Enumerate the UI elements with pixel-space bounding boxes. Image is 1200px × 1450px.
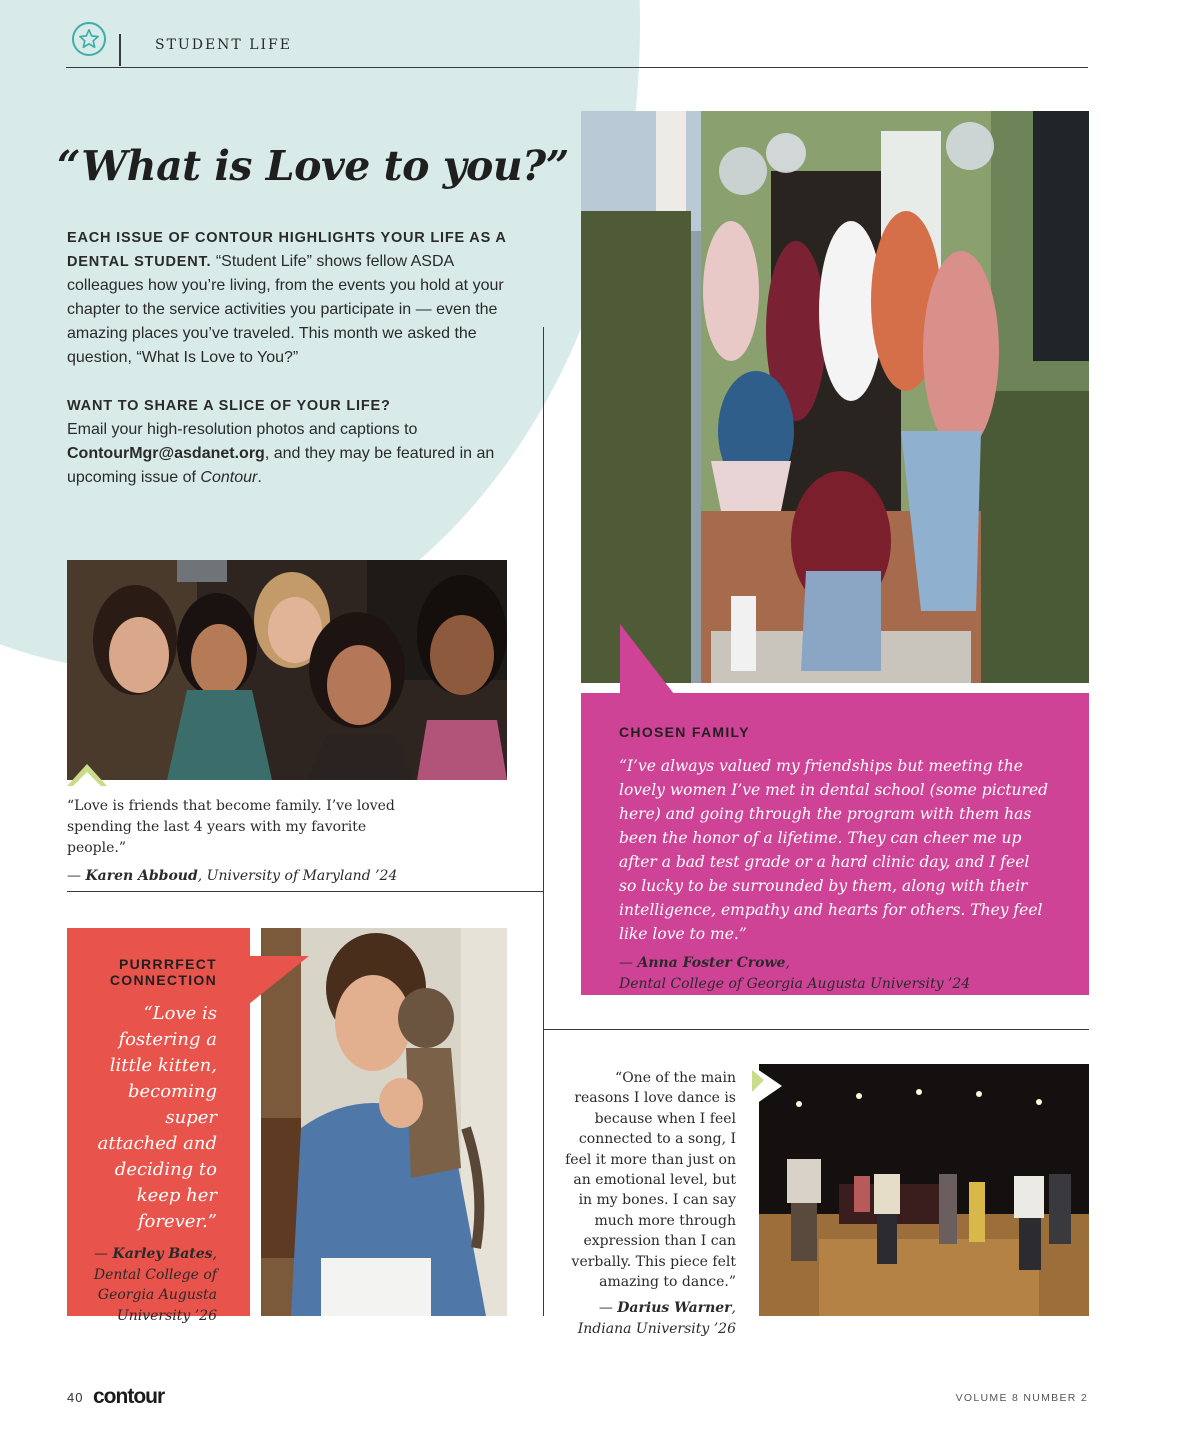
page-number: 40 [67,1390,84,1405]
chosen-family-photo [581,111,1089,683]
chosen-family-heading: CHOSEN FAMILY [619,724,750,740]
karen-caption [67,796,407,887]
dance-photo [759,1064,1089,1316]
intro-text [67,226,507,490]
share-body-2: , and they may be featured in an upcoming issue of [67,445,495,486]
contour-logo: contour [93,1385,165,1408]
chevron-accent-icon [750,1064,784,1108]
karley-quote: “Love is fostering a little kitten, becoming super attached and deciding to keep her forever.” [97,1003,217,1232]
anna-comma: , [785,955,790,971]
karen-name: Karen Abboud [85,868,198,884]
anna-school: Dental College of Georgia Augusta University ’24 [619,975,971,992]
share-end: . [257,469,262,486]
row-divider-right [543,1029,1089,1030]
anna-dash: — [619,955,638,971]
anna-name: Anna Foster Crowe [637,955,786,971]
chosen-family-box [581,693,1089,995]
darius-dash: — [598,1300,618,1317]
darius-school: Indiana University ’26 [577,1320,736,1337]
section-label: STUDENT LIFE [155,37,292,53]
darius-attribution [556,1298,736,1339]
karley-attribution [81,1244,217,1326]
purrrfect-connection-box [67,928,250,1324]
header-divider [119,34,121,66]
share-email-link[interactable]: ContourMgr@asdanet.org [67,445,265,462]
section-header [66,20,1088,68]
column-divider [543,327,544,1316]
intro-lead-body: “Student Life” shows fellow ASDA colleagues how you’re living, from the events you hold at your chapter to the service activities you participate in — even the amazing places you’ve traveled. This month we asked the question, “What Is Love to You?” [67,253,504,366]
karen-attribution [67,866,407,887]
share-body-1: Email your high-resolution photos and captions to [67,421,418,438]
anna-quote: “I’ve always valued my friendships but meeting the lovely women I’ve met in dental school (some pictured here) and going through the program with them has been the honor of a lifetime. They can cheer me up after a bad test grade or a hard clinic day, and I feel so lucky to be surrounded by them, along with their intelligence, empathy and hearts for others. They feel like love to me.” [619,757,1049,943]
pink-callout-pointer [618,624,678,696]
darius-caption [556,1068,736,1339]
red-callout-pointer [249,956,311,1006]
karley-dash: — [94,1246,113,1262]
triangle-accent-icon [67,758,107,786]
star-icon [72,22,106,56]
karen-quote: “Love is friends that become family. I’ve loved spending the last 4 years with my favorite people.” [67,798,395,856]
karen-dash: — [67,868,86,884]
share-paragraph [67,394,507,490]
intro-paragraph [67,226,507,370]
darius-quote: “One of the main reasons I love dance is because when I feel connected to a song, I feel it more than just on an emotional level, but in my bones. I can say much more through expression than I can verbally. This piece felt amazing to dance.” [565,1070,736,1291]
karen-school: , University of Maryland ’24 [197,868,398,884]
karley-school: , Dental College of Georgia Augusta University ’26 [93,1246,217,1324]
share-heading: WANT TO SHARE A SLICE OF YOUR LIFE? [67,398,391,414]
purrrfect-heading: PURRRFECT CONNECTION [109,956,217,988]
karley-name: Karley Bates [112,1246,213,1262]
darius-comma: , [731,1300,736,1317]
row-divider-left [67,891,544,892]
anna-attribution [619,953,1051,994]
volume-label: VOLUME 8 NUMBER 2 [955,1392,1088,1404]
darius-name: Darius Warner [617,1300,732,1317]
share-magazine: Contour [200,469,258,486]
page-title: “What is Love to you?” [57,142,569,190]
intro-lead-caps: EACH ISSUE OF CONTOUR HIGHLIGHTS YOUR LIFE AS A DENTAL STUDENT. [67,230,507,270]
karen-friends-photo [67,560,507,780]
